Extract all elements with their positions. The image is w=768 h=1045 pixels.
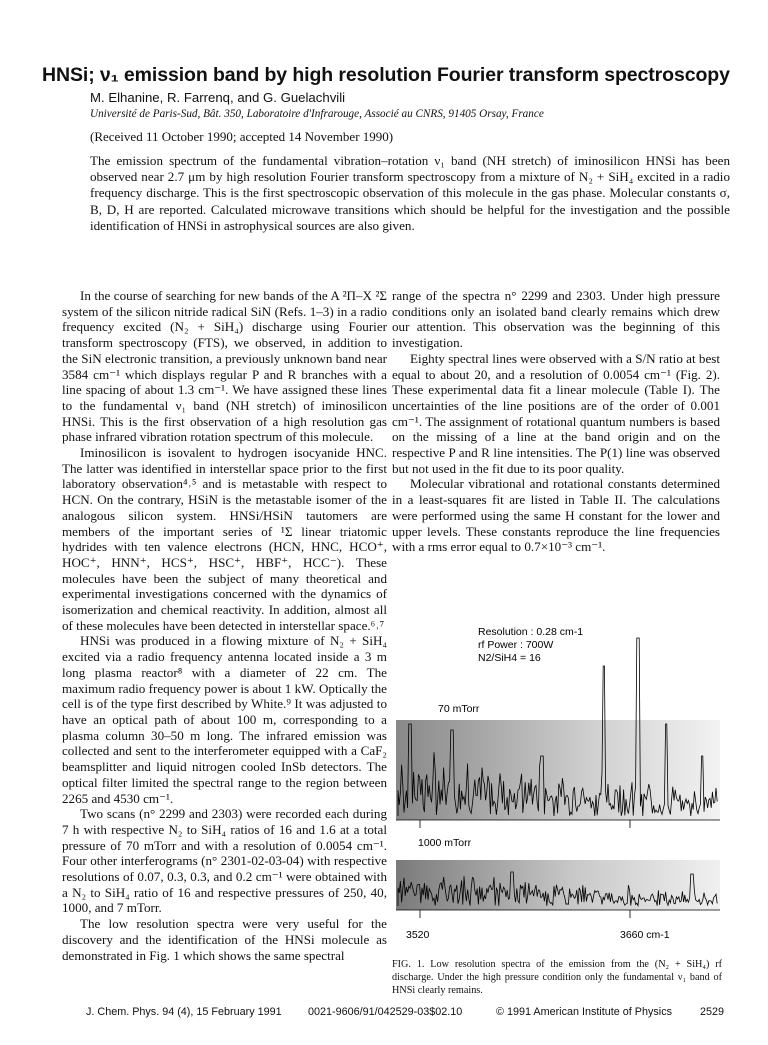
paragraph: Iminosilicon is isovalent to hydrogen isocyanide HNC. The latter was identified in interstellar space prior to the first laboratory observation⁴˒⁵ and is metastable with respect to HCN. On the contrary, HSiN is the metastable isomer of the analogous silicon system. HNSi/HSiN tautomers are members of the important series of ¹Σ linear triatomic hydrides with ten valence electrons (HCN, HNC, HCO⁺, HOC⁺, HNN⁺, HCS⁺, HSC⁺, HBF⁺, HCC⁻). These molecules have been the subject of many theoretical and experimental investigations concerned with the dynamics of isomerization and chemical reactivity. In addition, almost all of these molecules have been detected in interstellar space.⁶˒⁷ — [62, 445, 387, 633]
paragraph: Two scans (n° 2299 and 2303) were recorded each during 7 h with respective N₂ to SiH₄ ratios of 16 and 1.6 at a total pressure of 70 mTorr and with a resolution of 0.0054 cm⁻¹. Four other interferograms (n° 2301-02-03-04) with respective resolutions of 0.07, 0.3, 0.3, and 0.2 cm⁻¹ were obtained with a N₂ to SiH₄ ratio of 16 and respective pressures of 250, 40, 1000, and 7 mTorr. — [62, 806, 387, 916]
journal-citation: J. Chem. Phys. 94 (4), 15 February 1991 — [86, 1006, 282, 1018]
x-tick-label-3520: 3520 — [406, 929, 430, 941]
author-list: M. Elhanine, R. Farrenq, and G. Guelachvili — [90, 90, 346, 105]
x-tick-label-3660: 3660 cm-1 — [620, 929, 670, 941]
paragraph: Molecular vibrational and rotational constants determined in a least-squares fit are listed in Table II. The calculations were performed using the same H constant for the lower and upper levels. These constants reproduce the line frequencies with a rms error equal to 0.7×10⁻³ cm⁻¹. — [392, 476, 720, 555]
paragraph: Eighty spectral lines were observed with a S/N ratio at best equal to about 20, and a resolution of 0.0054 cm⁻¹ (Fig. 2). These experimental data fit a linear molecule (Table I). The uncertainties of the line positions are of the order of 0.001 cm⁻¹. The assignment of rotational quantum numbers is based on the missing of a line at the band origin and on the respective P and R line intensities. The P(1) line was observed but not used in the fit due to its poor quality. — [392, 350, 720, 476]
param-resolution: Resolution : 0.28 cm-1 — [478, 626, 584, 638]
paper-title: HNSi; ν₁ emission band by high resolution Fourier transform spectroscopy — [42, 64, 730, 86]
body-column-right — [392, 288, 720, 555]
trace-label-70mtorr: 70 mTorr — [438, 703, 480, 715]
body-column-left — [62, 288, 387, 963]
paragraph: In the course of searching for new bands of the A ²Π–X ²Σ system of the silicon nitride radical SiN (Refs. 1–3) in a radio frequency excited (N₂ + SiH₄) discharge using Fourier transform spectroscopy (FTS), we observed, in addition to the SiN electronic transition, a previously unknown band near 3584 cm⁻¹ which displays regular P and R branches with a line spacing of about 1.3 cm⁻¹. We have assigned these lines to the fundamental ν₁ band (NH stretch) of iminosilicon HNSi. This is the first observation of a high resolution gas phase infrared vibration rotation spectrum of this molecule. — [62, 288, 387, 445]
paragraph: The low resolution spectra were very useful for the discovery and the identification of the HNSi molecule as demonstrated in Fig. 1 which shows the same spectral — [62, 916, 387, 963]
affiliation: Université de Paris-Sud, Bât. 350, Laboratoire d'Infrarouge, Associé au CNRS, 91405 Orsay, France — [90, 108, 544, 120]
param-rf-power: rf Power : 700W — [478, 639, 554, 651]
page-number: 2529 — [700, 1006, 725, 1018]
copyright: © 1991 American Institute of Physics — [496, 1006, 672, 1018]
param-gas-ratio: N2/SiH4 = 16 — [478, 652, 541, 664]
figure-caption: FIG. 1. Low resolution spectra of the emission from the (N₂ + SiH₄) rf discharge. Under the high pressure condition only the fundamental ν₁ band of HNSi clearly remains. — [392, 959, 722, 996]
article-code: 0021-9606/91/042529-03$02.10 — [308, 1006, 463, 1018]
received-dates: (Received 11 October 1990; accepted 14 November 1990) — [90, 129, 394, 144]
trace-label-1000mtorr: 1000 mTorr — [418, 837, 472, 849]
figure-1-spectra — [392, 620, 724, 950]
spectrum-plot — [392, 620, 724, 950]
abstract: The emission spectrum of the fundamental vibration–rotation ν₁ band (NH stretch) of iminosilicon HNSi has been observed near 2.7 μm by high resolution Fourier transform spectroscopy from a mixture of N₂ + SiH₄ excited in a radio frequency discharge. This is the first spectroscopic observation of this molecule in the gas phase. Molecular constants σ, B, D, H are reported. Calculated microwave transitions which should be helpful for the investigation and the possible identification of HNSi in astrophysical sources are also given. — [90, 153, 730, 233]
paragraph: HNSi was produced in a flowing mixture of N₂ + SiH₄ excited via a radio frequency antenna located inside a 3 m long plasma reactor⁸ with a diameter of 22 cm. The maximum radio frequency power is about 1 kW. Optically the cell is of the type first described by White.⁹ It was adjusted to have an optical path of about 100 m, corresponding to a plasma column 30–50 m long. The infrared emission was collected and sent to the interferometer equipped with a CaF₂ beamsplitter and liquid nitrogen cooled InSb detectors. The optical filter limited the spectral range to the region between 2265 and 4530 cm⁻¹. — [62, 633, 387, 806]
paragraph: range of the spectra n° 2299 and 2303. Under high pressure conditions only an isolated band clearly remains which drew our attention. This observation was the beginning of this investigation. — [392, 288, 720, 351]
